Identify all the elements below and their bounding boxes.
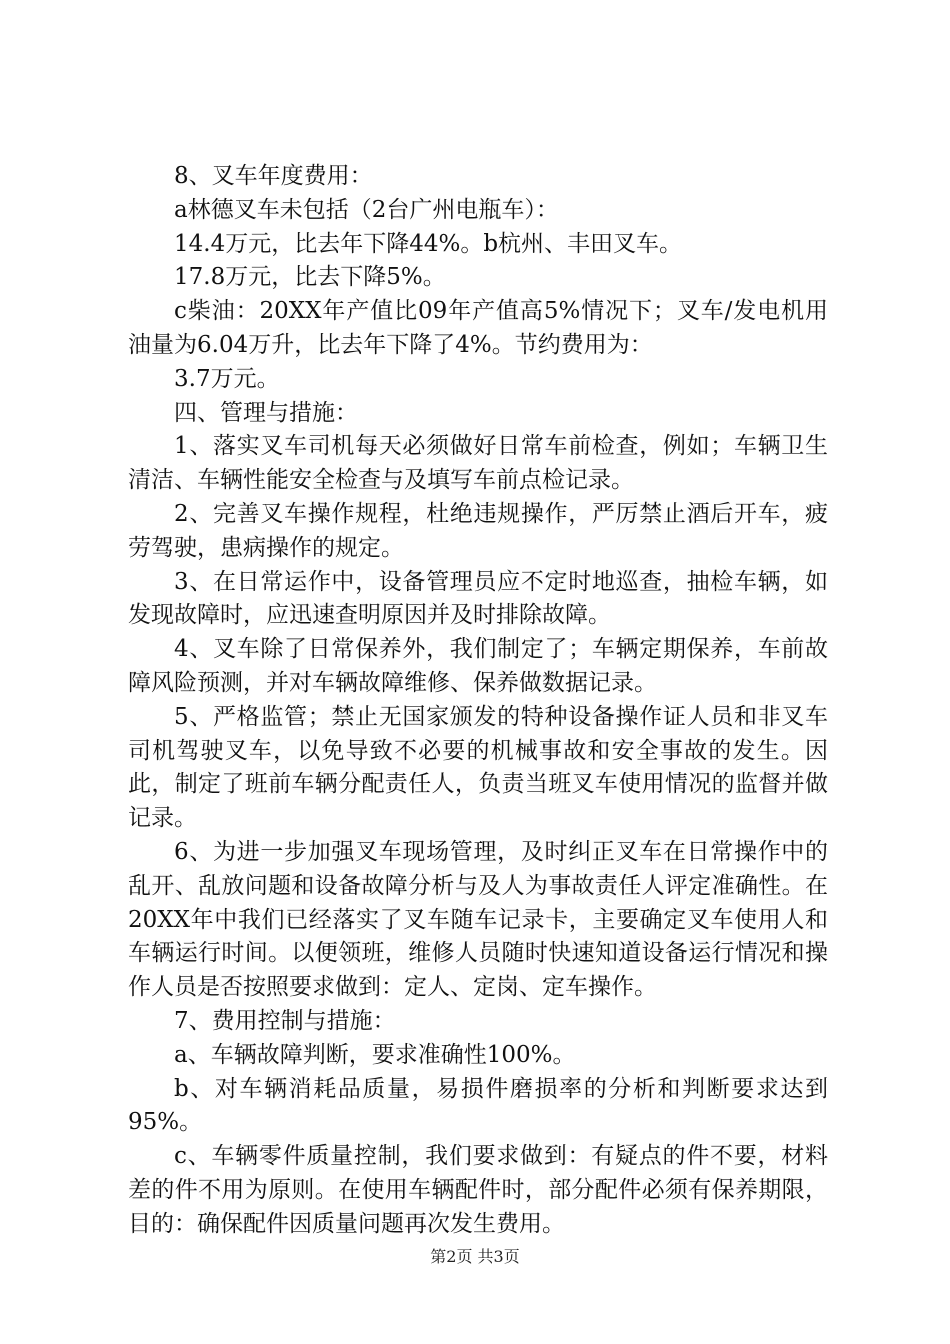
section-heading-management: 四、管理与措施： — [174, 399, 358, 426]
paragraph-linde-cost: 14.4万元，比去年下降44%。b杭州、丰田叉车。 — [174, 230, 683, 257]
paragraph-measure-7: 7、费用控制与措施： — [174, 1007, 396, 1034]
paragraph-hangzhou-toyota-cost: 17.8万元，比去下降5%。 — [174, 264, 446, 291]
paragraph-diesel: c柴油：20XX年产值比09年产值高5%情况下；叉车/发电机用油量为6.04万升，比去年下降了4%。节约费用为： — [128, 298, 828, 358]
paragraph-cost-control-a: a、车辆故障判断，要求准确性100%。 — [174, 1041, 576, 1068]
paragraph-measure-2: 2、完善叉车操作规程，杜绝违规操作，严厉禁止酒后开车，疲劳驾驶，患病操作的规定。 — [128, 500, 828, 561]
paragraph-measure-3: 3、在日常运作中，设备管理员应不定时地巡查，抽检车辆，如发现故障时，应迅速查明原因并及时排除故障。 — [128, 568, 828, 629]
paragraph-linde-forklift: a林德叉车未包括（2台广州电瓶车）： — [174, 196, 559, 223]
page-footer: 第2页 共3页 — [430, 1247, 520, 1266]
paragraph-diesel-savings: 3.7万元。 — [174, 365, 280, 392]
paragraph-cost-control-b: b、对车辆消耗品质量，易损件磨损率的分析和判断要求达到95%。 — [128, 1075, 828, 1136]
document-body — [128, 160, 828, 1242]
paragraph-cost-control-c: c、车辆零件质量控制，我们要求做到：有疑点的件不要，材料差的件不用为原则。在使用车辆配件时，部分配件必须有保养期限，目的：确保配件因质量问题再次发生费用。 — [128, 1143, 828, 1237]
paragraph-annual-cost-heading: 8、叉车年度费用： — [174, 163, 373, 189]
paragraph-measure-6: 6、为进一步加强叉车现场管理，及时纠正叉车在日常操作中的乱开、乱放问题和设备故障分析与及人为事故责任人评定准确性。在20XX年中我们已经落实了叉车随车记录卡，主要确定叉车使用人和车辆运行时间。以便领班，维修人员随时快速知道设备运行情况和操作人员是否按照要求做到：定人、定岗、定车操作。 — [128, 838, 828, 1001]
paragraph-measure-1: 1、落实叉车司机每天必须做好日常车前检查，例如；车辆卫生清洁、车辆性能安全检查与及填写车前点检记录。 — [128, 433, 828, 494]
paragraph-measure-5: 5、严格监管；禁止无国家颁发的特种设备操作证人员和非叉车司机驾驶叉车，以免导致不必要的机械事故和安全事故的发生。因此，制定了班前车辆分配责任人，负责当班叉车使用情况的监督并做记录。 — [128, 703, 828, 832]
paragraph-measure-4: 4、叉车除了日常保养外，我们制定了；车辆定期保养，车前故障风险预测，并对车辆故障维修、保养做数据记录。 — [128, 636, 828, 696]
